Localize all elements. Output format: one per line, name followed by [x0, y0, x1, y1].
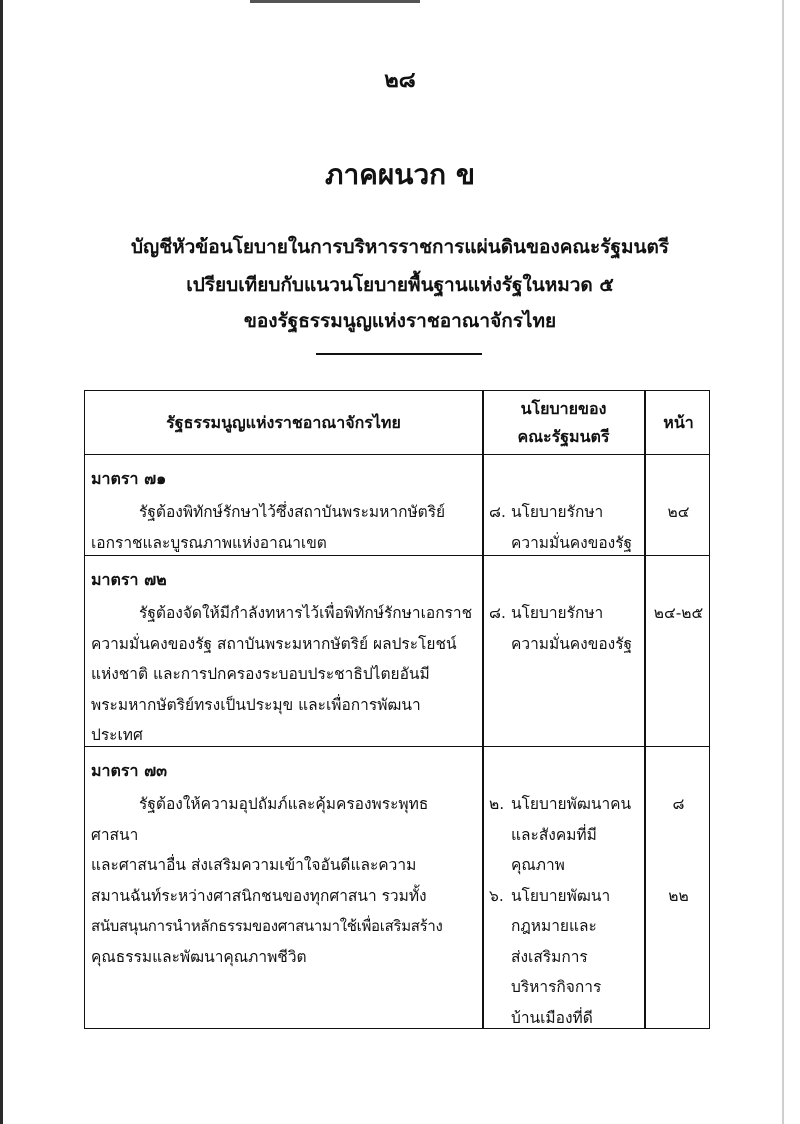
constitution-cell: [85, 556, 482, 746]
appendix-title: ภาคผนวก ข: [324, 158, 476, 191]
section-text: [91, 497, 475, 558]
header-policy-line-1: นโยบายของ: [520, 399, 607, 418]
policy-line: ความมั่นคงของรัฐ: [511, 533, 633, 552]
header-policy: [483, 395, 644, 451]
policy-number: ๖.: [489, 886, 504, 905]
section-text-line: รัฐต้องให้ความอุปถัมภ์และคุ้มครองพระพุทธศาสนา: [91, 795, 429, 844]
policy-cell: [483, 455, 644, 555]
section-text-line: รัฐต้องพิทักษ์รักษาไว้ซึ่งสถาบันพระมหากษัตริย์: [139, 503, 446, 521]
policy-comparison-table: [84, 390, 710, 1029]
constitution-cell: [85, 455, 482, 555]
page-ref: ๘: [672, 795, 685, 813]
policy-line: นโยบายพัฒนา: [511, 886, 611, 905]
section-title: มาตรา ๗๑: [91, 469, 167, 488]
policy-number: ๘.: [489, 503, 506, 521]
header-constitution: รัฐธรรมนูญแห่งราชอาณาจักรไทย: [166, 413, 401, 432]
section-text-line: รัฐต้องจัดให้มีกำลังทหารไว้เพื่อพิทักษ์รักษาเอกราช: [139, 604, 473, 622]
policy-number: ๒.: [489, 795, 505, 813]
table-row: [85, 746, 709, 1028]
page-ref: ๒๔-๒๕: [653, 604, 704, 622]
section-text-line: ประเทศ: [91, 726, 143, 744]
section-text-line: พระมหากษัตริย์ทรงเป็นประมุข และเพื่อการพัฒนา: [91, 695, 421, 714]
table-row: [85, 555, 709, 746]
header-policy-line-2: คณะรัฐมนตรี: [517, 427, 610, 446]
policy-line: นโยบายรักษา: [511, 604, 604, 622]
section-text-line: คุณธรรมและพัฒนาคุณภาพชีวิต: [91, 947, 307, 966]
section-text-line: แห่งชาติ และการปกครองระบอบประชาธิปไตยอันมี: [91, 665, 430, 683]
page-ref: ๒๒: [668, 886, 689, 905]
section-text: [91, 789, 475, 972]
table-row: [85, 454, 709, 555]
policy-cell: [483, 556, 644, 746]
page-cell: [646, 747, 711, 1028]
section-text-line: สนับสนุนการนำหลักธรรมของศาสนามาใช้เพื่อเสริมสร้าง: [91, 917, 443, 935]
subtitle-line-2: เปรียบเทียบกับแนวนโยบายพื้นฐานแห่งรัฐในหมวด ๕: [186, 274, 614, 296]
policy-line: ส่งเสริมการ: [511, 947, 588, 966]
section-text-line: เอกราชและบูรณภาพแห่งอาณาเขต: [91, 533, 327, 552]
constitution-cell: [85, 747, 482, 1028]
subtitle-line-1: บัญชีหัวข้อนโยบายในการบริหารราชการแผ่นดินของคณะรัฐมนตรี: [130, 236, 670, 258]
page-cell: [646, 455, 711, 555]
page-ref: ๒๔: [667, 503, 690, 521]
section-title: มาตรา ๗๒: [91, 570, 167, 589]
policy-line: กฎหมายและ: [511, 917, 597, 935]
policy-line: นโยบายพัฒนาคน: [511, 795, 632, 813]
page-cell: [646, 556, 711, 746]
section-text-line: สมานฉันท์ระหว่างศาสนิกชนของทุกศาสนา รวมทั้ง: [91, 886, 427, 905]
policy-line: ความมั่นคงของรัฐ: [511, 634, 633, 653]
section-text-line: และศาสนาอื่น ส่งเสริมความเข้าใจอันดีและความ: [91, 856, 417, 874]
policy-line: บริหารกิจการ: [511, 978, 602, 996]
title-underline: [316, 353, 482, 355]
section-title: มาตรา ๗๓: [91, 761, 168, 780]
policy-number: ๘.: [489, 604, 506, 622]
policy-line: บ้านเมืองที่ดี: [511, 1008, 593, 1027]
section-text: [91, 598, 475, 751]
policy-cell: [483, 747, 644, 1028]
header-page: หน้า: [663, 413, 694, 432]
policy-line: และสังคมที่มี: [511, 825, 597, 844]
section-text-line: ความมั่นคงของรัฐ สถาบันพระมหากษัตริย์ ผลประโยชน์: [91, 634, 457, 653]
policy-line: นโยบายรักษา: [511, 503, 604, 521]
page-number: ๒๘: [384, 68, 416, 93]
policy-line: คุณภาพ: [511, 856, 565, 874]
table-header-row: [85, 391, 709, 454]
scan-top-mark: [250, 0, 420, 3]
subtitle-line-3: ของรัฐธรรมนูญแห่งราชอาณาจักรไทย: [243, 310, 557, 332]
